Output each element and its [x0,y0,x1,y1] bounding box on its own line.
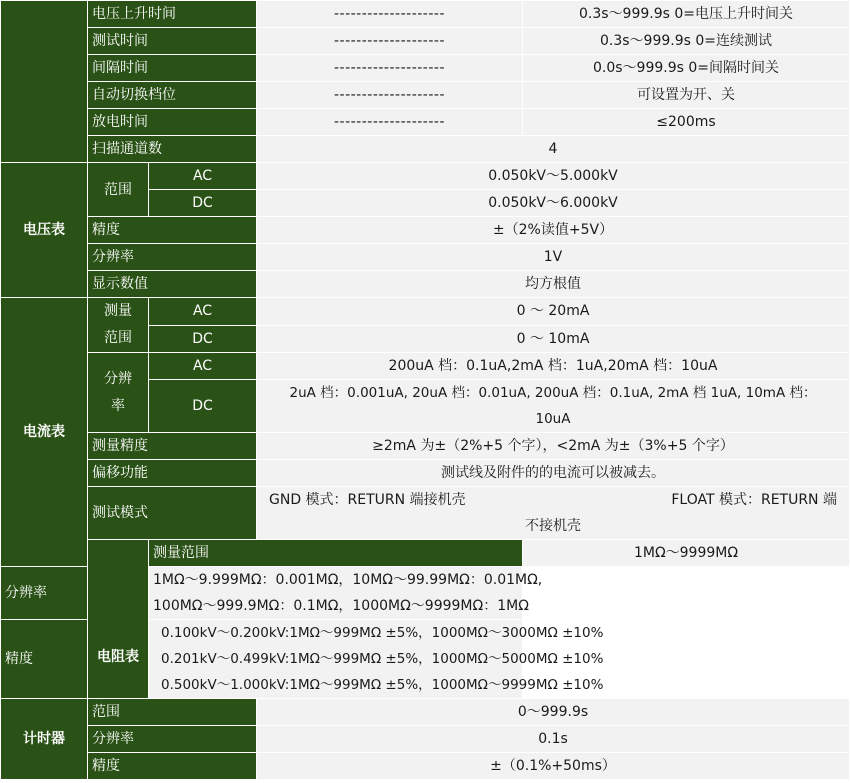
general-category-cell [1,1,88,163]
ammeter-res-dc-value [257,380,850,433]
timer-category: 计时器 [1,699,88,780]
ammeter-mode-value [257,487,850,540]
timer-resolution-label: 分辨率 [88,726,257,753]
ammeter-dc-range: 0 ～ 10mA [257,325,850,353]
voltmeter-dc-label: DC [149,190,257,217]
ohmmeter-resolution-value [149,567,543,620]
ohmmeter-accuracy-right: 1000MΩ～9999MΩ ±10% [431,677,604,693]
ohmmeter-accuracy-left: 0.100kV～0.200kV:1MΩ～999MΩ ±5%， [161,625,432,641]
ammeter-offset-row [1,460,850,487]
spec-row-interval-time [1,55,850,82]
voltmeter-ac-value: 0.050kV～5.000kV [257,163,850,190]
ammeter-resolution-label-line1: 分辨 [104,370,132,387]
spec-row-auto-range [1,82,850,109]
ohmmeter-accuracy-line [153,620,604,646]
timer-accuracy-value: ±（0.1%+50ms） [257,753,850,780]
ohmmeter-accuracy-line [153,672,604,698]
ammeter-res-ac-value: 200uA 档：0.1uA,2mA 档：1uA,20mA 档：10uA [257,353,850,380]
voltmeter-accuracy-value: ±（2%读值+5V） [257,217,850,244]
ohmmeter-accuracy-right: 1000MΩ～5000MΩ ±10% [431,651,604,667]
ammeter-mode-float: FLOAT 模式：RETURN 端 [671,492,837,508]
row-label: 电压上升时间 [88,1,257,28]
row-value-placeholder: -------------------- [257,109,523,136]
voltmeter-range-label: 范围 [88,163,149,217]
row-value-placeholder: -------------------- [257,55,523,82]
ohmmeter-accuracy-line [153,646,604,672]
ohmmeter-range-label: 测量范围 [149,540,523,567]
row-value: 0.0s～999.9s 0=间隔时间关 [523,55,850,82]
ammeter-mode-line2: 不接机壳 [525,518,581,534]
ohmmeter-resolution-row [1,567,850,620]
timer-accuracy-label: 精度 [88,753,257,780]
row-value: 0.3s～999.9s 0=连续测试 [523,28,850,55]
ammeter-res-dc-line1: 2uA 档：0.001uA, 20uA 档：0.01uA, 200uA 档：0.1uA, 2mA 档 1uA, 10mA 档： [289,385,817,401]
ammeter-mode-line1 [261,487,845,513]
ohmmeter-category: 电阻表 [88,540,149,699]
row-label: 测试时间 [88,28,257,55]
ammeter-range-label [88,298,149,353]
ohmmeter-range-value: 1MΩ～9999MΩ [523,540,850,567]
row-label: 间隔时间 [88,55,257,82]
voltmeter-resolution-value: 1V [257,244,850,271]
voltmeter-ac-label: AC [149,163,257,190]
timer-accuracy-row [1,753,850,780]
row-label: 自动切换档位 [88,82,257,109]
ammeter-offset-label: 偏移功能 [88,460,257,487]
ammeter-resolution-label-line2: 率 [111,397,125,414]
timer-resolution-row [1,726,850,753]
ohmmeter-resolution-line1: 1MΩ～9.999MΩ：0.001MΩ，10MΩ～99.99MΩ：0.01MΩ, [153,572,543,588]
ammeter-res-dc-label: DC [149,380,257,433]
voltmeter-accuracy-label: 精度 [88,217,257,244]
ohmmeter-accuracy-label: 精度 [1,620,149,699]
spec-row-rise-time [1,1,850,28]
ammeter-accuracy-row [1,433,850,460]
timer-resolution-value: 0.1s [257,726,850,753]
ammeter-ac-resolution-row [1,353,850,380]
voltmeter-display-value: 均方根值 [257,271,850,298]
row-value: 可设置为开、关 [523,82,850,109]
ammeter-mode-row [1,487,850,540]
ammeter-accuracy-value: ≥2mA 为±（2%+5 个字），<2mA 为±（3%+5 个字） [257,433,850,460]
ammeter-res-ac-label: AC [149,353,257,380]
row-label: 放电时间 [88,109,257,136]
spec-row-test-time [1,28,850,55]
ammeter-ac-label: AC [149,298,257,326]
ammeter-range-label-line2: 范围 [104,330,132,346]
ohmmeter-accuracy-value [149,620,604,699]
spec-row-scan-channels [1,136,850,163]
ammeter-mode-gnd: GND 模式：RETURN 端接机壳 [269,492,466,508]
voltmeter-ac-row [1,163,850,190]
voltmeter-resolution-label: 分辨率 [88,244,257,271]
ammeter-res-dc-line2: 10uA [535,411,571,427]
voltmeter-display-label: 显示数值 [88,271,257,298]
ohmmeter-resolution-label: 分辨率 [1,567,149,620]
ammeter-category: 电流表 [1,298,88,567]
row-value-placeholder: -------------------- [257,1,523,28]
timer-range-row [1,699,850,726]
ohmmeter-accuracy-left: 0.500kV～1.000kV:1MΩ～999MΩ ±5%， [161,677,432,693]
row-value-placeholder: -------------------- [257,28,523,55]
ammeter-ac-range: 0 ～ 20mA [257,298,850,326]
ammeter-range-label-line1: 测量 [104,303,132,319]
voltmeter-dc-value: 0.050kV～6.000kV [257,190,850,217]
voltmeter-category: 电压表 [1,163,88,298]
spec-row-discharge-time [1,109,850,136]
row-value-placeholder: -------------------- [257,82,523,109]
ammeter-mode-label: 测试模式 [88,487,257,540]
row-value: 0.3s～999.9s 0=电压上升时间关 [523,1,850,28]
timer-range-label: 范围 [88,699,257,726]
row-label: 扫描通道数 [88,136,257,163]
timer-range-value: 0～999.9s [257,699,850,726]
ohmmeter-resolution-line2: 100MΩ～999.9MΩ：0.1MΩ，1000MΩ～9999MΩ：1MΩ [153,598,529,614]
ohmmeter-range-row [1,540,850,567]
row-value: ≤200ms [523,109,850,136]
ammeter-accuracy-label: 测量精度 [88,433,257,460]
ohmmeter-accuracy-left: 0.201kV～0.499kV:1MΩ～999MΩ ±5%， [161,651,432,667]
ammeter-dc-label: DC [149,325,257,353]
voltmeter-display-row [1,271,850,298]
ammeter-offset-value: 测试线及附件的的电流可以被减去。 [257,460,850,487]
ammeter-ac-range-row [1,298,850,326]
ammeter-resolution-label [88,353,149,433]
ohmmeter-accuracy-right: 1000MΩ～3000MΩ ±10% [431,625,604,641]
voltmeter-resolution-row [1,244,850,271]
voltmeter-accuracy-row [1,217,850,244]
row-value: 4 [257,136,850,163]
